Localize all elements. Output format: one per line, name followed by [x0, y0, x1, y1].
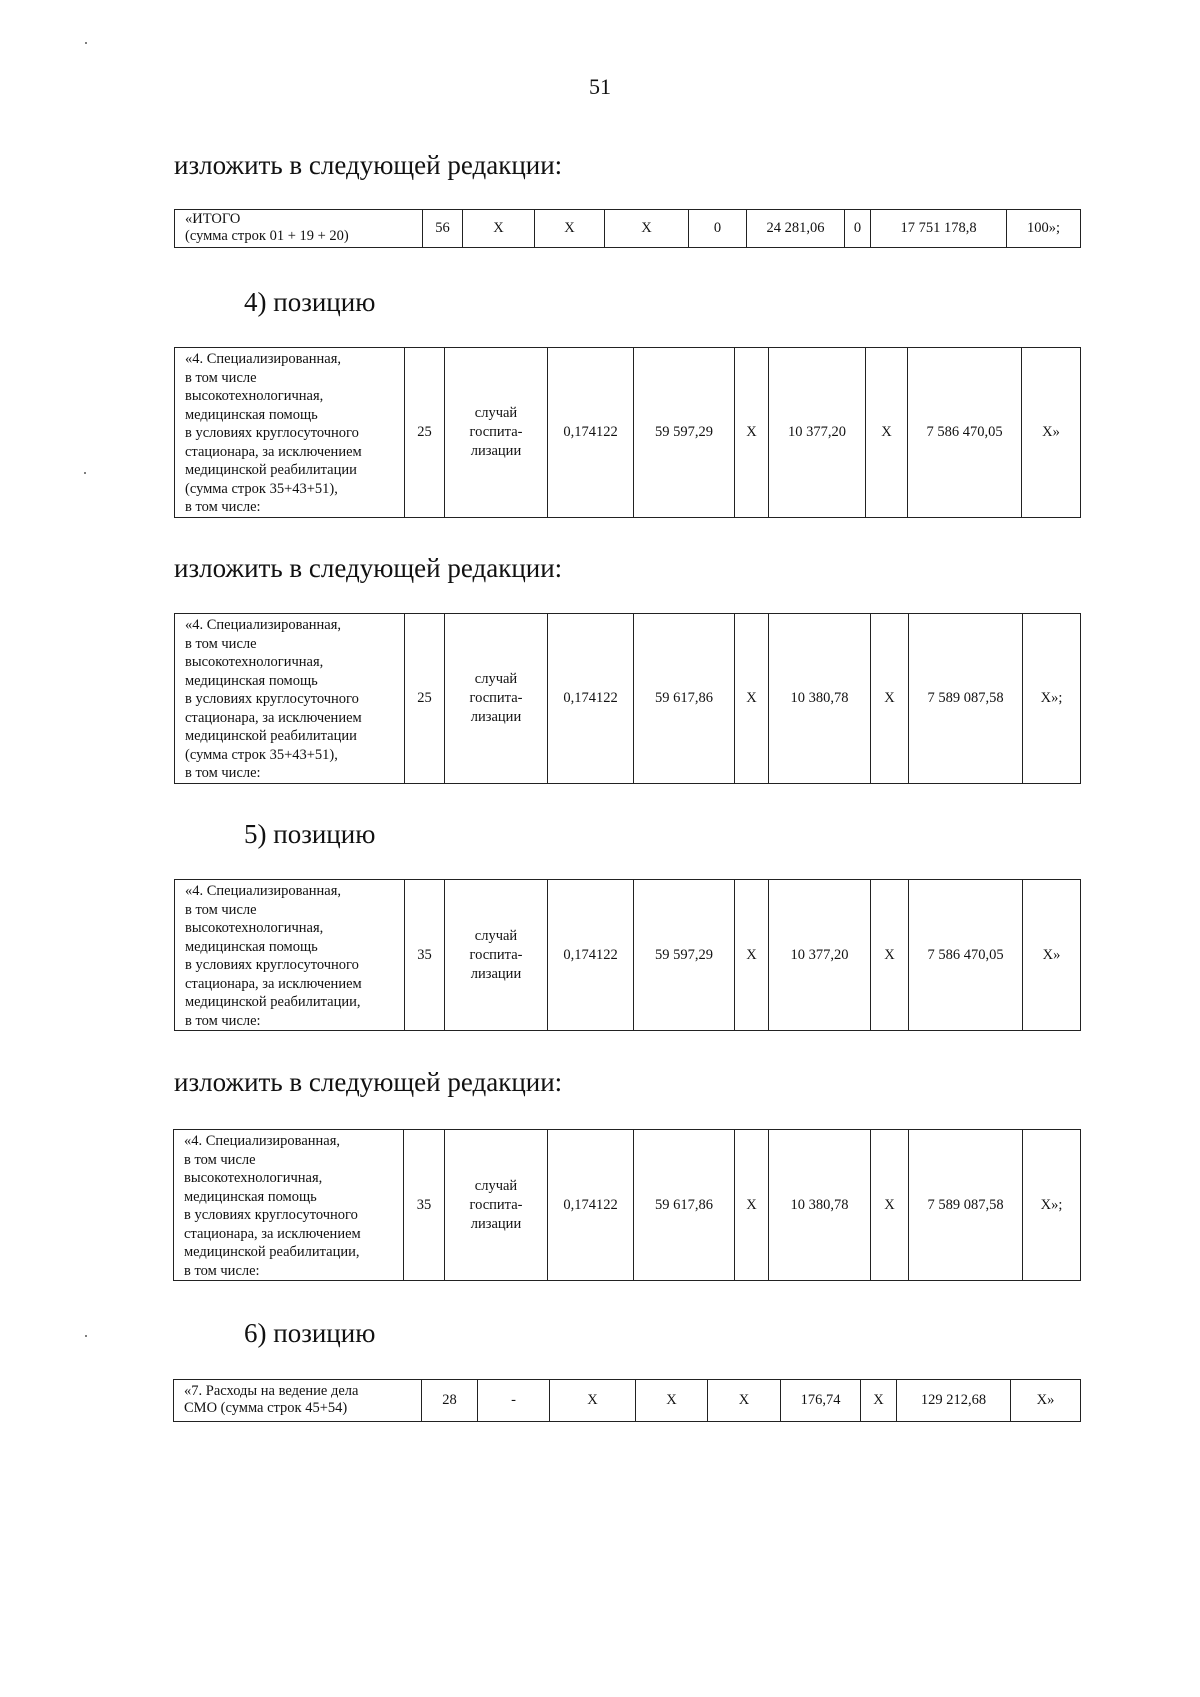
row-label: «4. Специализированная, в том числе высокотехнологичная, медицинская помощь в условиях круглосуточного стационара, за исключением медицинской реабилитации (сумма строк 35+43+51), в том числе:	[175, 614, 405, 784]
table-cell: 59 597,29	[634, 880, 735, 1031]
row-label: «7. Расходы на ведение дела СМО (сумма строк 45+54)	[174, 1380, 422, 1422]
table-cell: 7 586 470,05	[908, 348, 1022, 518]
table-row	[174, 1130, 1081, 1281]
table-cell: 10 380,78	[769, 614, 871, 784]
table-cell: 59 597,29	[634, 348, 735, 518]
table-row	[175, 880, 1081, 1031]
table-cell: X»	[1023, 880, 1081, 1031]
table-cell: X	[636, 1380, 708, 1422]
table-cell: X	[550, 1380, 636, 1422]
table-cell: 10 377,20	[769, 348, 866, 518]
table-row	[175, 210, 1081, 248]
table-cell: 129 212,68	[897, 1380, 1011, 1422]
table-cell: 56	[423, 210, 463, 248]
row-code: 35	[404, 1130, 445, 1281]
table-cell: X	[866, 348, 908, 518]
table-cell: 176,74	[781, 1380, 861, 1422]
section-heading: 6) позицию	[244, 1318, 376, 1348]
section-heading: 4) позицию	[244, 287, 376, 317]
table-cell: X»;	[1023, 1130, 1081, 1281]
table-cell: X	[605, 210, 689, 248]
scan-mark	[84, 472, 86, 474]
section-new-heading: изложить в следующей редакции:	[174, 553, 563, 583]
table-cell: X	[535, 210, 605, 248]
position-table-final	[173, 1379, 1081, 1422]
table-cell: X	[463, 210, 535, 248]
table-cell: 0,174122	[548, 880, 634, 1031]
table-row	[175, 348, 1081, 518]
table-cell: 100»;	[1007, 210, 1081, 248]
table-cell: 7 589 087,58	[909, 1130, 1023, 1281]
table-cell: 0,174122	[548, 348, 634, 518]
scan-mark	[85, 42, 87, 44]
row-unit: случай госпита- лизации	[445, 614, 548, 784]
row-code: 35	[405, 880, 445, 1031]
table-cell: X	[735, 1130, 769, 1281]
table-cell: X	[871, 880, 909, 1031]
row-unit: случай госпита- лизации	[445, 880, 548, 1031]
table-cell: 28	[422, 1380, 478, 1422]
table-cell: 59 617,86	[634, 614, 735, 784]
table-cell: 0	[689, 210, 747, 248]
table-cell: X	[871, 614, 909, 784]
row-code: 25	[405, 614, 445, 784]
table-cell: -	[478, 1380, 550, 1422]
table-cell: X	[735, 614, 769, 784]
row-unit: случай госпита- лизации	[445, 1130, 548, 1281]
row-code: 25	[405, 348, 445, 518]
total-table	[174, 209, 1081, 248]
section-new-heading: изложить в следующей редакции:	[174, 1067, 563, 1097]
table-cell: X	[708, 1380, 781, 1422]
table-cell: X»	[1011, 1380, 1081, 1422]
table-row	[174, 1380, 1081, 1422]
intro-heading: изложить в следующей редакции:	[174, 150, 563, 180]
table-cell: X	[735, 348, 769, 518]
position-table-old	[174, 347, 1081, 518]
table-cell: 7 589 087,58	[909, 614, 1023, 784]
table-cell: 17 751 178,8	[871, 210, 1007, 248]
table-cell: X	[735, 880, 769, 1031]
table-cell: 0	[845, 210, 871, 248]
position-table-old	[174, 879, 1081, 1031]
row-label: «ИТОГО (сумма строк 01 + 19 + 20)	[175, 210, 423, 248]
page-number: 51	[589, 74, 611, 99]
table-cell: X»	[1022, 348, 1081, 518]
row-unit: случай госпита- лизации	[445, 348, 548, 518]
table-cell: 10 380,78	[769, 1130, 871, 1281]
table-cell: 59 617,86	[634, 1130, 735, 1281]
table-cell: 0,174122	[548, 614, 634, 784]
row-label: «4. Специализированная, в том числе высокотехнологичная, медицинская помощь в условиях круглосуточного стационара, за исключением медицинской реабилитации (сумма строк 35+43+51), в том числе:	[175, 348, 405, 518]
position-table-new	[174, 613, 1081, 784]
section-heading: 5) позицию	[244, 819, 376, 849]
table-cell: X	[871, 1130, 909, 1281]
position-table-new	[173, 1129, 1081, 1281]
table-row	[175, 614, 1081, 784]
table-cell: 7 586 470,05	[909, 880, 1023, 1031]
scan-mark	[85, 1335, 87, 1337]
table-cell: 0,174122	[548, 1130, 634, 1281]
row-label: «4. Специализированная, в том числе высокотехнологичная, медицинская помощь в условиях круглосуточного стационара, за исключением медицинской реабилитации, в том числе:	[174, 1130, 404, 1281]
table-cell: 10 377,20	[769, 880, 871, 1031]
table-cell: X	[861, 1380, 897, 1422]
table-cell: X»;	[1023, 614, 1081, 784]
table-cell: 24 281,06	[747, 210, 845, 248]
row-label: «4. Специализированная, в том числе высокотехнологичная, медицинская помощь в условиях круглосуточного стационара, за исключением медицинской реабилитации, в том числе:	[175, 880, 405, 1031]
